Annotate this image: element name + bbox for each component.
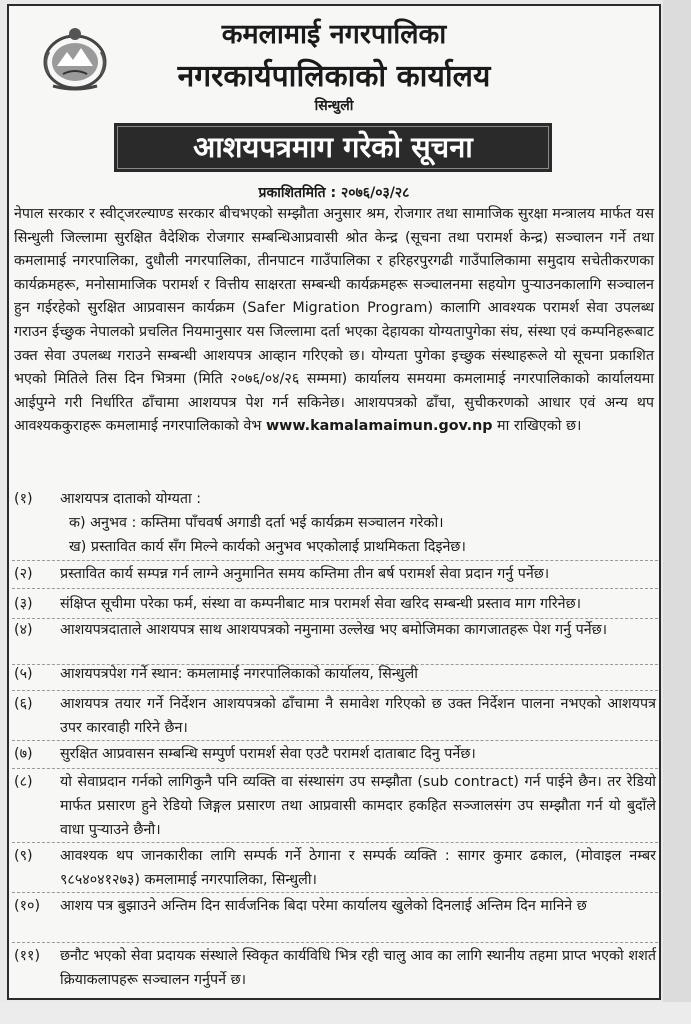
divider (12, 690, 658, 691)
website-link[interactable]: www.kamalamaimun.gov.np (265, 418, 493, 435)
district-name: सिन्धुली (314, 98, 354, 114)
divider (12, 892, 658, 893)
item-number: (१) (14, 491, 33, 507)
item-text: आशय पत्र बुझाउने अन्तिम दिन सार्वजनिक बिदा परेमा कार्यालय खुलेको दिनलाई अन्तिम दिन मानिने छ (60, 898, 587, 914)
divider (12, 588, 658, 589)
item-text: छनौट भएको सेवा प्रदायक संस्थाले स्विकृत कार्यविधि भित्र रही चालु आव का लागि स्थानीय तहमा प्राप्त भएको शशर्त क्रियाकलापहरू सञ्चालन गर्नुपर्ने छ। (60, 948, 656, 988)
municipality-name: कमलामाई नगरपालिका (221, 19, 447, 50)
item-text: आशयपत्रपेश गर्ने स्थान: कमलामाई नगरपालिकाको कार्यालय, सिन्धुली (60, 666, 418, 682)
sub-item: ख) प्रस्तावित कार्य सँग मिल्ने कार्यको अनुभव भएकोलाई प्राथमिकता दिइनेछ। (69, 539, 466, 555)
intro-tail: मा राखिएको छ। (492, 418, 582, 435)
item-text: आशयपत्र दाताको योग्यता : (60, 491, 202, 507)
divider (12, 560, 658, 561)
item-number: (३) (14, 596, 33, 612)
item-text: आशयपत्र तयार गर्ने निर्देशन आशयपत्रको ढाँचामा नै समावेश गरिएको छ उक्त निर्देशन पालना नभएको आशयपत्र उपर कारवाही गरिने छैन। (60, 696, 656, 736)
published-date: प्रकाशितमिति : २०७६/०३/२८ (258, 185, 410, 201)
item-text: आवश्यक थप जानकारीका लागि सम्पर्क गर्ने ठेगाना र सम्पर्क व्यक्ति : सागर कुमार ढकाल, (मोवाइल नम्बर ९८५४०४१२७३) कमलामाई नगरपालिका, सिन्धुली। (60, 848, 656, 888)
item-number: (६) (14, 696, 33, 712)
divider (12, 842, 658, 843)
intro-paragraph (14, 203, 654, 439)
divider (12, 768, 658, 769)
item-text: प्रस्तावित कार्य सम्पन्न गर्न लाग्ने अनुमानित समय कम्तिमा तीन बर्ष परामर्श सेवा प्रदान गर्नु पर्नेछ। (60, 566, 550, 582)
sub-item: क) अनुभव : कम्तिमा पाँचवर्ष अगाडी दर्ता भई कार्यक्रम सञ्चालन गरेको। (69, 515, 444, 531)
item-text: सुरक्षित आप्रवासन सम्बन्धि सम्पुर्ण परामर्श सेवा एउटै परामर्श दाताबाट दिनु पर्नेछ। (60, 746, 476, 762)
item-text: यो सेवाप्रदान गर्नको लागिकुनै पनि व्यक्ति वा संस्थासंग उप सम्झौता (sub contract) गर्न पाईने छैन। तर रेडियो मार्फत प्रसारण हुने रेडियो जिङ्गल प्रसारण तथा आप्रवासी कामदार हकहित सञ्जालसंग उप सम्झौता गर्न यो बुदाँले वाधा पुऱ्याउने छैनौ। (60, 774, 656, 838)
divider (12, 942, 658, 943)
item-number: (२) (14, 566, 33, 582)
item-number: (१०) (14, 898, 41, 914)
divider (12, 740, 658, 741)
notice-title-banner: आशयपत्रमाग गरेको सूचना (114, 123, 552, 172)
item-text: संक्षिप्त सूचीमा परेका फर्म, संस्था वा कम्पनीबाट मात्र परामर्श सेवा खरिद सम्बन्धी प्रस्ताव माग गरिनेछ। (60, 596, 582, 612)
notice-document (7, 4, 661, 1000)
item-number: (७) (14, 746, 33, 762)
item-number: (५) (14, 666, 33, 682)
item-number: (८) (14, 774, 33, 790)
background-strip-bottom (0, 1002, 691, 1024)
intro-text: नेपाल सरकार र स्वीट्जरल्याण्ड सरकार बीचभएको सम्झौता अनुसार श्रम, रोजगार तथा सामाजिक सुरक्षा मन्त्रालय मार्फत यस सिन्धुली जिल्लामा सुरक्षित वैदेशिक रोजगार सम्बन्धिआप्रवासी श्रोत केन्द्र (सूचना तथा परामर्श केन्द्र) सञ्चालन गर्ने तथा कमलामाई नगरपालिका, दुधौली नगरपालिका, तीनपाटन गाउँपालिका र हरिहरपुरगढी गाउँपालिकामा समुदाय सचेतीकरणका कार्यक्रमहरू, मनोसामाजिक परामर्श र वित्तीय साक्षरता सम्बन्धी कार्यक्रमहरू सञ्चालनमा सहयोग पुऱ्याउनकालागि सञ्चालन हुन गईरहेको सुरक्षित आप्रवासन कार्यक्रम (Safer Migration Program) कालागि आवश्यक परामर्श सेवा उपलब्ध गराउन ईच्छुक नेपालको प्रचलित नियमानुसार यस जिल्लामा दर्ता भएका देहायका योग्यतापुगेका संघ, संस्था एवं कम्पनिहरूबाट उक्त सेवा उपलब्ध गराउने सम्बन्धी आशयपत्र आव्हान गरिएको छ। योग्यता पुगेका इच्छुक संस्थाहरूले यो सूचना प्रकाशित भएको मितिले तिस दिन भित्रमा (मिति २०७६/०४/२६ सम्ममा) कार्यालय समयमा कमलामाई नगरपालिकाको कार्यालयमा आईपुग्ने गरी निर्धारित ढाँचामा आशयपत्र पेश गर्न सकिनेछ। आशयपत्रको ढाँचा, सुचीकरणको आधार एवं अन्य थप आवश्यककुराहरू कमलामाई नगरपालिकाको वेभ (14, 206, 654, 435)
item-number: (४) (14, 622, 33, 638)
item-number: (११) (14, 948, 41, 964)
item-number: (९) (14, 848, 33, 864)
background-strip-right (663, 0, 691, 1024)
office-name: नगरकार्यपालिकाको कार्यालय (177, 59, 491, 94)
item-text: आशयपत्रदाताले आशयपत्र साथ आशयपत्रको नमुनामा उल्लेख भए बमोजिमका कागजातहरू पेश गर्नु पर्नेछ। (60, 622, 608, 638)
